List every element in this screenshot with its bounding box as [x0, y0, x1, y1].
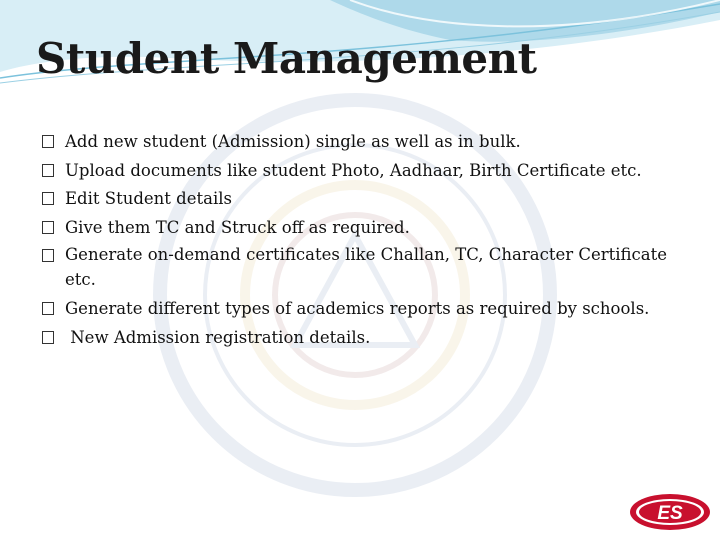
company-logo: [628, 492, 712, 532]
list-item: [42, 128, 682, 157]
list-item-text: Edit Student details: [65, 189, 232, 208]
checkbox-square-icon: [42, 192, 54, 205]
list-item: [42, 324, 682, 353]
checkbox-square-icon: [42, 135, 54, 148]
list-item-text: Give them TC and Struck off as required.: [65, 217, 410, 237]
checkbox-square-icon: [42, 164, 54, 177]
feature-list: [42, 128, 682, 352]
checkbox-square-icon: [42, 302, 54, 315]
list-item: [42, 295, 682, 324]
list-item: [42, 185, 682, 214]
list-item: [42, 242, 682, 295]
list-item-text: Upload documents like student Photo, Aadhaar, Birth Certificate etc.: [65, 160, 642, 180]
list-item-text: Generate on-demand certificates like Challan, TC, Character Certificate etc.: [65, 245, 668, 289]
svg-text:ES: ES: [657, 503, 683, 524]
list-item-text: Add new student (Admission) single as well as in bulk.: [65, 132, 521, 151]
list-item: [42, 157, 682, 186]
slide-title: Student Management: [36, 34, 537, 83]
checkbox-square-icon: [42, 249, 54, 262]
list-item: [42, 214, 682, 243]
checkbox-square-icon: [42, 331, 54, 344]
checkbox-square-icon: [42, 221, 54, 234]
list-item-text: Generate different types of academics reports as required by schools.: [65, 299, 650, 318]
list-item-text: New Admission registration details.: [65, 327, 371, 347]
